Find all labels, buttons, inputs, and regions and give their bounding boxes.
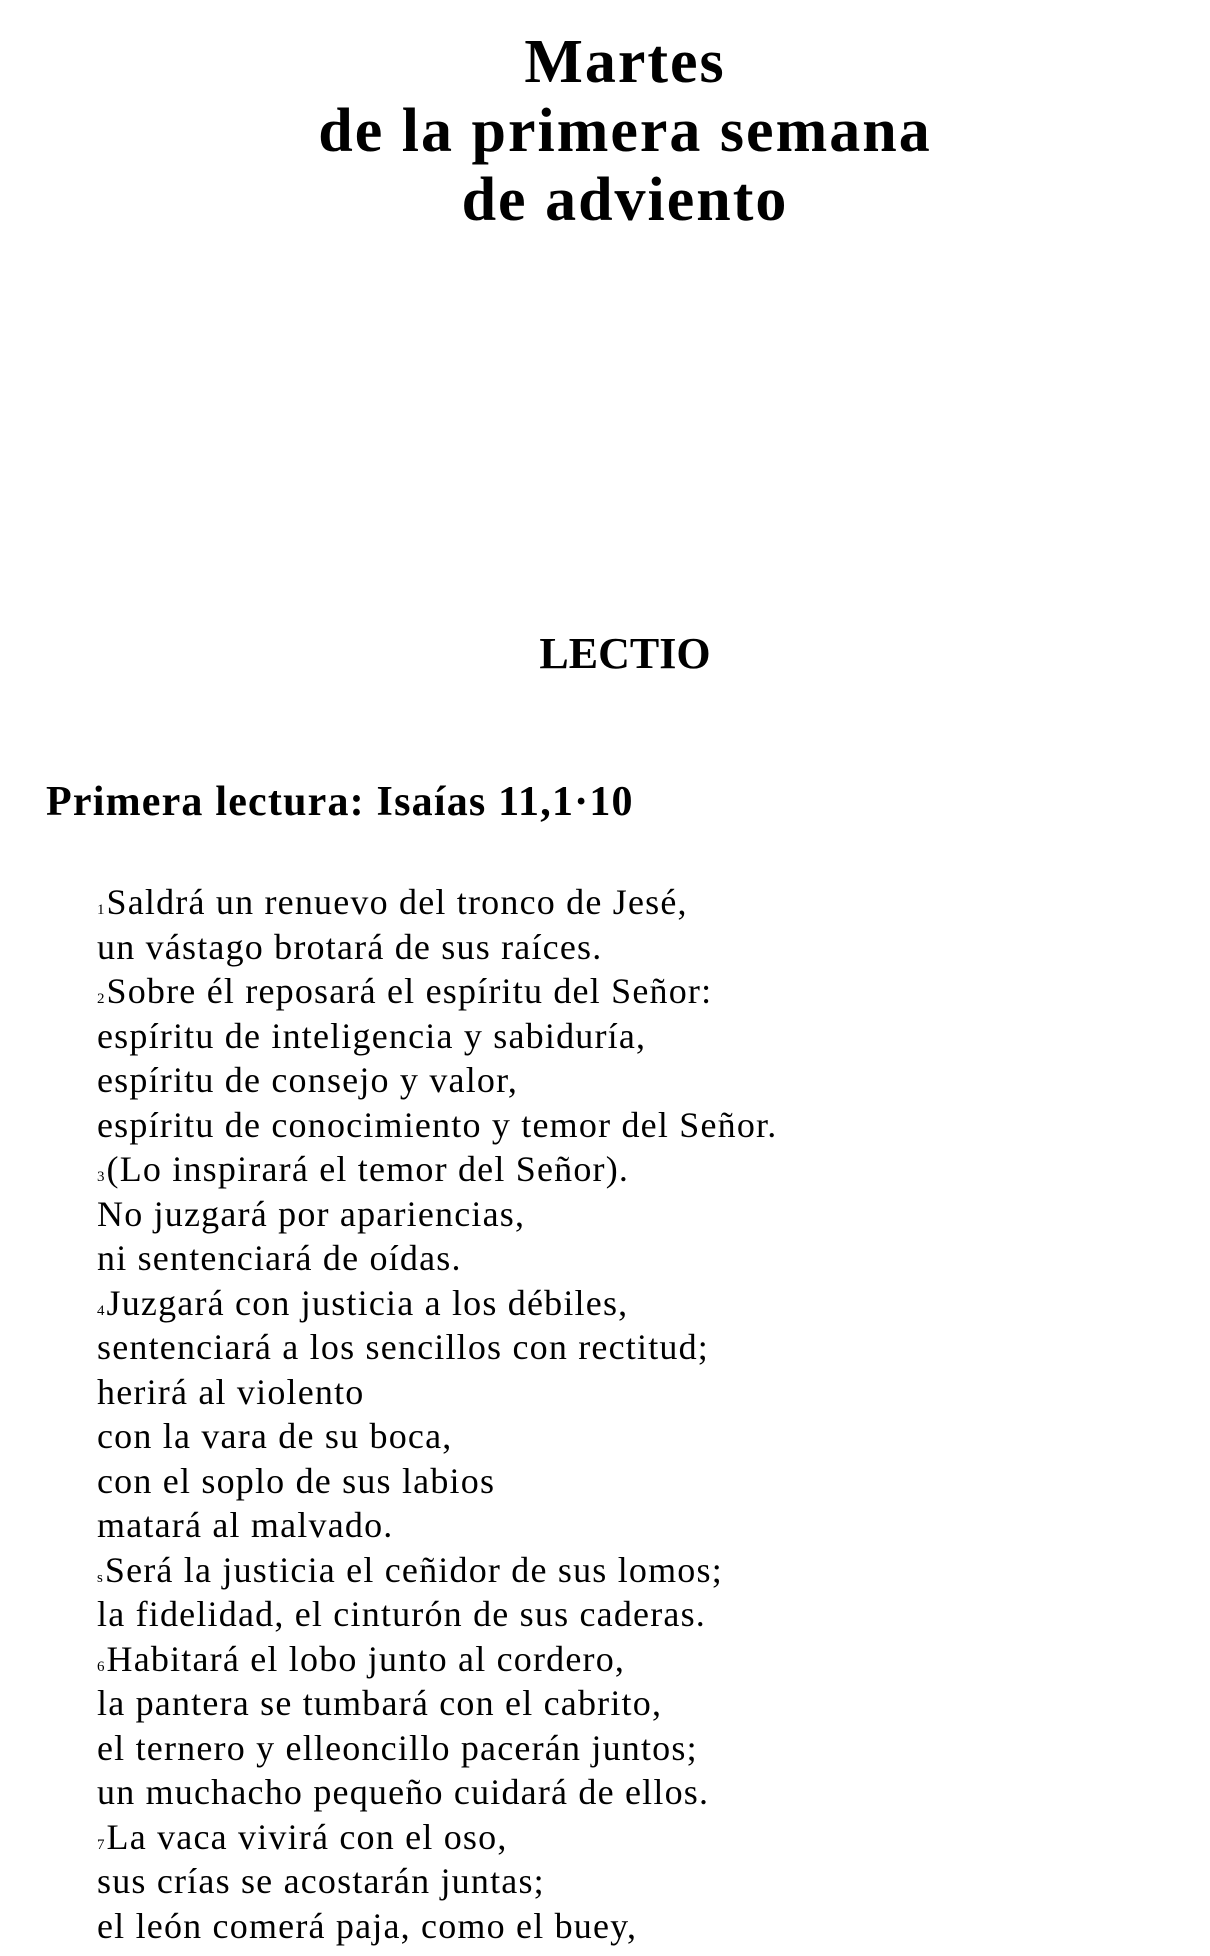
verse-line (97, 1414, 777, 1459)
verse-text: la fidelidad, el cinturón de sus caderas. (97, 1594, 706, 1634)
verse-line (97, 1548, 777, 1593)
verse-line (97, 1726, 777, 1771)
verse-line (97, 1370, 777, 1415)
verse-number: 4 (97, 1302, 105, 1319)
title-line: de la primera semana (318, 97, 932, 165)
verse-text: Saldrá un renuevo del tronco de Jesé, (106, 882, 688, 922)
verse-line (97, 1859, 777, 1904)
verse-text: herirá al violento (97, 1371, 365, 1412)
scripture-text (97, 880, 777, 1948)
verse-text: La vaca vivirá con el oso, (106, 1816, 508, 1857)
verse-text: No juzgará por apariencias, (97, 1193, 526, 1234)
verse-number: 7 (97, 1836, 105, 1853)
verse-text: espíritu de inteligencia y sabiduría, (97, 1015, 647, 1056)
verse-number: 1 (97, 902, 105, 918)
verse-text: Sobre él reposará el espíritu del Señor: (106, 971, 713, 1011)
verse-text: el ternero y elleoncillo pacerán juntos; (97, 1727, 698, 1768)
verse-text: con el soplo de sus labios (97, 1460, 496, 1501)
verse-text: el león comerá paja, como el buey, (97, 1905, 638, 1946)
title-line: de adviento (461, 166, 789, 234)
verse-number: s (97, 1569, 103, 1586)
verse-line (97, 1147, 777, 1192)
verse-text: con la vara de su boca, (97, 1416, 453, 1456)
section-heading: LECTIO (539, 629, 711, 678)
verse-text: Será la justicia el ceñidor de sus lomos; (104, 1549, 723, 1590)
verse-number: 6 (97, 1658, 105, 1675)
verse-text: un vástago brotará de sus raíces. (97, 926, 603, 967)
verse-text: espíritu de conocimiento y temor del Señor. (97, 1104, 778, 1145)
verse-line (97, 880, 777, 925)
verse-text: Juzgará con justicia a los débiles, (106, 1282, 629, 1323)
verse-line (97, 1770, 777, 1815)
page-title (0, 28, 1210, 235)
verse-text: la pantera se tumbará con el cabrito, (97, 1683, 663, 1723)
verse-text: ni sentenciará de oídas. (97, 1238, 462, 1278)
verse-line (97, 1325, 777, 1370)
verse-line (97, 1014, 777, 1059)
reading-title: Primera lectura: Isaías 11,1·10 (46, 779, 634, 825)
verse-text: matará al malvado. (97, 1505, 394, 1545)
title-line: Martes (524, 28, 726, 96)
verse-line (97, 1459, 777, 1504)
verse-line (97, 1815, 777, 1860)
verse-text: sus crías se acostarán juntas; (97, 1861, 545, 1901)
verse-line (97, 1592, 777, 1637)
verse-line (97, 1681, 777, 1726)
verse-number: 2 (97, 991, 105, 1007)
verse-text: espíritu de consejo y valor, (97, 1060, 519, 1100)
verse-number: 3 (97, 1169, 105, 1185)
verse-line (97, 1236, 777, 1281)
verse-line (97, 1503, 777, 1548)
verse-text: un muchacho pequeño cuidará de ellos. (97, 1772, 710, 1812)
verse-line (97, 925, 777, 970)
verse-line (97, 1192, 777, 1237)
verse-line (97, 1904, 777, 1949)
verse-line (97, 1058, 777, 1103)
verse-line (97, 969, 777, 1014)
verse-line (97, 1637, 777, 1682)
verse-text: (Lo inspirará el temor del Señor). (106, 1149, 630, 1189)
verse-text: sentenciará a los sencillos con rectitud; (97, 1327, 709, 1367)
verse-text: Habitará el lobo junto al cordero, (106, 1638, 626, 1679)
verse-line (97, 1103, 777, 1148)
verse-line (97, 1281, 777, 1326)
